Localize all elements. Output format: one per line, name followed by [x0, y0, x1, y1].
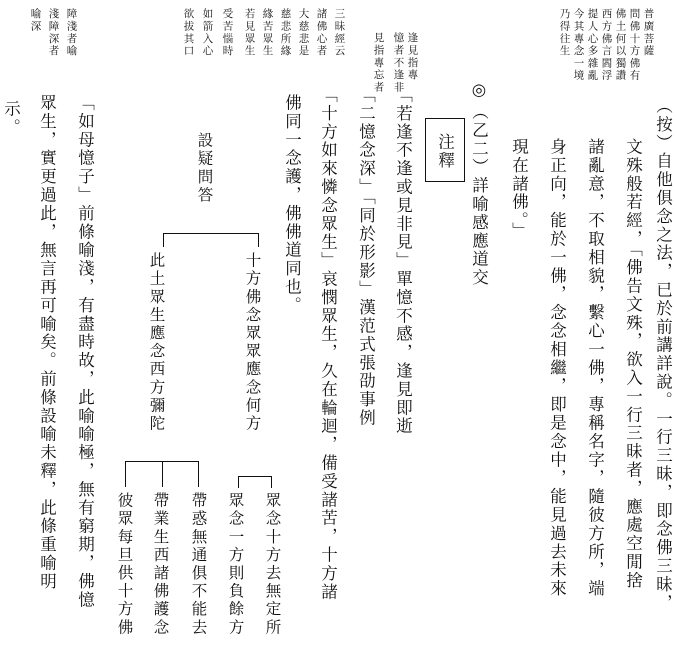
diagram-connector-top-right-tick: [258, 233, 259, 247]
mid-annotation-col-5: 諸佛心者: [315, 8, 328, 58]
diagram-connector-right-tick-2: [271, 476, 272, 488]
diagram-connector-right: [238, 476, 272, 477]
commentary-col-1: 「若逢不逢或見非見」單憶不感，逢見即逝: [393, 86, 413, 436]
mid-annotation-col-3: 見指專忘者: [372, 32, 385, 94]
main-text-col-2: 文殊般若經，「佛告文殊，欲入一行三昧者，應處空閒捨: [623, 138, 643, 590]
top-annotation-col-7: 乃得往生: [558, 8, 571, 58]
commentary-col-2: 「二憶念深」「同於形影」漢范式張劭事例: [356, 86, 376, 428]
diagram-leaf-left-2: 帶業生西諸佛護念: [151, 492, 170, 637]
main-text-col-5: 現在諸佛。」: [509, 138, 529, 241]
commentary-col-4: 佛同一念護，佛佛道同也。: [282, 94, 302, 315]
mid-annotation-col-8: 緣苦眾生: [261, 8, 274, 58]
diagram-connector-right-tick-1: [238, 476, 239, 488]
bottom-text-col-2: 眾生，實更過此，無言再可喻矣。前條設喻未釋，此條重喻明: [37, 94, 57, 591]
bottom-text-col-3: 示。: [1, 100, 21, 137]
diagram-branch-right: 十方佛念眾眾應念何方: [243, 252, 262, 433]
main-text-col-3: 諸亂意，不取相貌，繫心一佛，專稱名字，隨彼方所，端: [585, 138, 605, 598]
diagram-connector-left-tick-1: [125, 461, 126, 487]
top-annotation-col-3: 佛土何以獨讚: [614, 8, 627, 82]
diagram-connector-top: [163, 233, 259, 234]
mid-annotation-col-4: 三昧經云: [333, 8, 346, 58]
diagram-branch-left: 此土眾生應念西方彌陀: [147, 252, 166, 433]
bottom-annotation-col-2: 淺障深者: [47, 8, 60, 58]
bottom-annotation-col-1: 障淺者喻: [65, 8, 78, 58]
main-text-col-1: （按）自他俱念之法，已於前講詳說。一行三昧，即念佛三昧，: [653, 97, 673, 613]
bottom-annotation-col-3: 喻深: [29, 8, 42, 33]
diagram-connector-top-left-tick: [163, 233, 164, 247]
diagram-leaf-left-3: 彼眾每旦供十方佛: [115, 492, 134, 637]
diagram-leaf-right-2: 眾念一方則負餘方: [226, 492, 245, 637]
mid-annotation-col-12: 欲拔其口: [182, 8, 195, 58]
section-marker: ◎: [469, 80, 489, 101]
top-annotation-col-4: 西方佛言閻浮: [600, 8, 613, 82]
top-annotation-col-5: 提人心多雜亂: [586, 8, 599, 82]
top-annotation-col-2: 問佛十方佛有: [628, 8, 641, 82]
mid-annotation-col-1: 逢見指專: [406, 32, 419, 82]
top-annotation-col-1: 普廣菩薩: [642, 8, 655, 58]
annotation-box: [425, 118, 465, 182]
mid-annotation-col-11: 如箭入心: [201, 8, 214, 58]
mid-annotation-col-10: 受苦惱時: [221, 8, 234, 58]
bottom-text-col-1: 「如母憶子」前條喻淺，有盡時故，此喻喻極，無有窮期，佛憶: [75, 94, 95, 610]
diagram-root: 設疑問答: [195, 132, 214, 205]
mid-annotation-col-9: 若見眾生: [243, 8, 256, 58]
diagram-leaf-right-1: 眾念十方去無定所: [263, 492, 282, 637]
mid-annotation-col-6: 大慈悲是: [297, 8, 310, 58]
diagram-connector-left-tick-3: [198, 461, 199, 487]
diagram-connector-left-tick-2: [162, 461, 163, 487]
commentary-col-3: 「十方如來憐念眾生」哀憫眾生，久在輪迴，備受諸苦，十方諸: [318, 86, 338, 602]
mid-annotation-col-7: 慈悲所緣: [279, 8, 292, 58]
section-heading: （乙二）詳喻感應道交: [469, 103, 489, 287]
diagram-leaf-left-1: 帶惑無通俱不能去: [189, 492, 208, 637]
annotation-box-label: 注釋: [435, 133, 455, 170]
main-text-col-4: 身正向，能於一佛，念念相繼，即是念中，能見過去未來: [547, 138, 567, 598]
mid-annotation-col-2: 憶者不逢非: [392, 32, 405, 94]
top-annotation-col-6: 今其專念一境: [572, 8, 585, 82]
